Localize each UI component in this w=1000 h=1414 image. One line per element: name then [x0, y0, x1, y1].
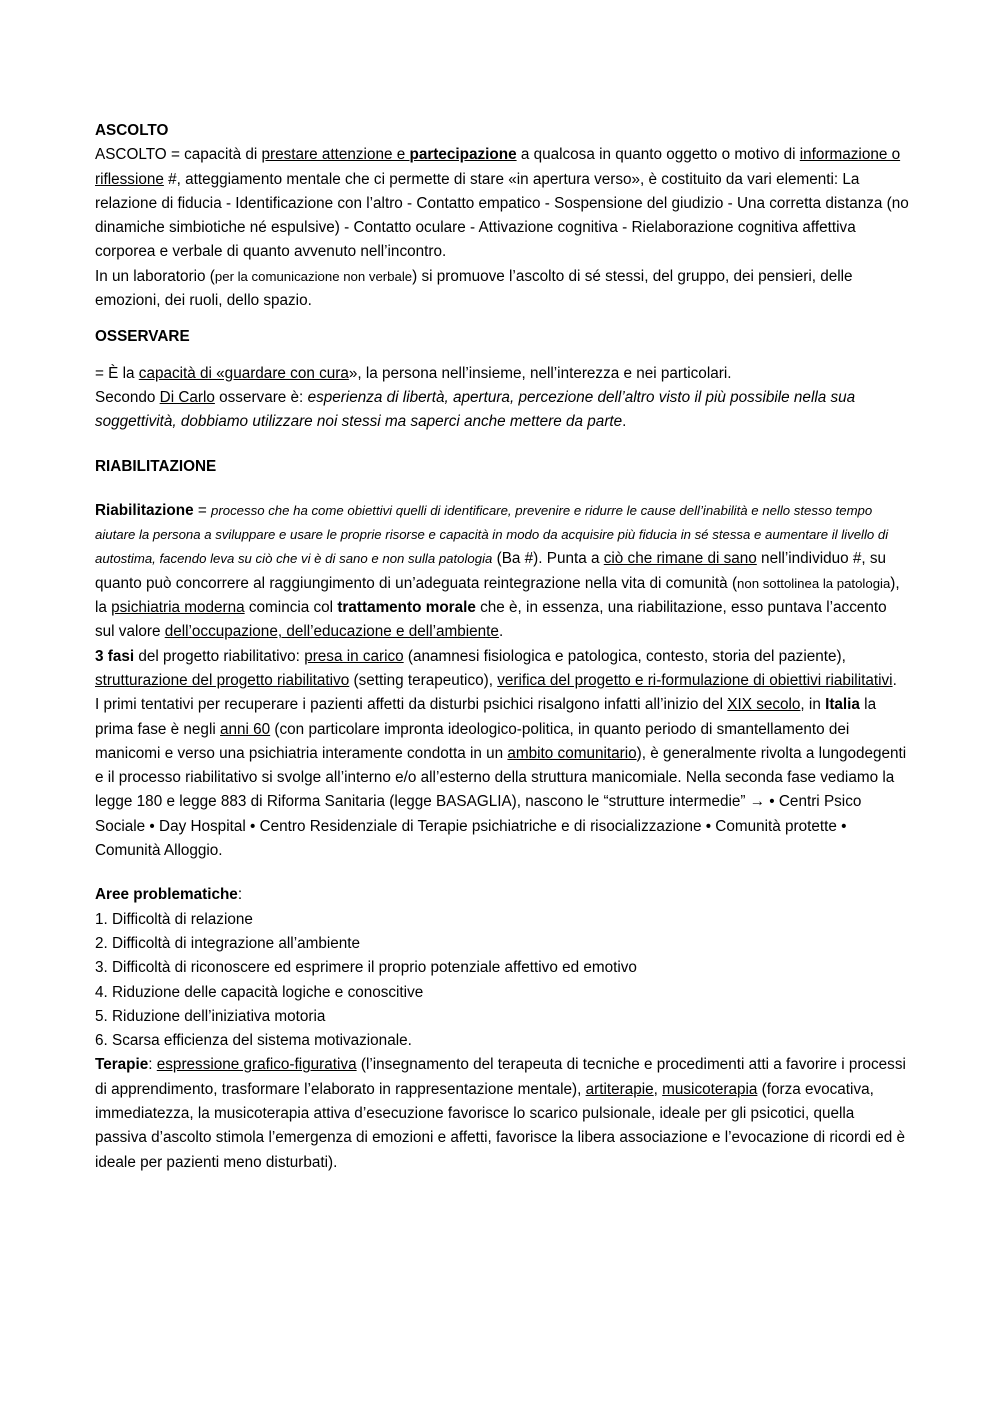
paragraph-osservare-definition: = È la capacità di «guardare con cura», la persona nell’insieme, nell’interezza e nei particolari. [95, 364, 732, 382]
paragraph-riabilitazione-definition: Riabilitazione = processo che ha come obiettivi quelli di identificare, prevenire e ridurre le cause dell’inabilità e nello stesso tempo aiutare la persona a sviluppare e usare le proprie risorse e capacità in modo da acquisire più fiducia in sé stessa e aumentare il livello di autostima, facendo leva su ciò che vi è di sano e non sulla patologia (Ba #). Punta a ciò che rimane di sano nell’individuo #, su quanto può concorrere al raggiungimento di un’adeguata reintegrazione nella vita di comunità (non sottolinea la patologia), la psichiatria moderna comincia col trattamento morale che è, in essenza, una riabilitazione, esso puntava l’accento sul valore dell’occupazione, dell’educazione e dell’ambiente. [95, 501, 900, 641]
list-item: 2. Difficoltà di integrazione all’ambiente [95, 934, 361, 952]
heading-aree-problematiche: Aree problematiche: [95, 886, 243, 904]
list-item: 3. Difficoltà di riconoscere ed esprimere il proprio potenziale affettivo ed emotivo [95, 959, 637, 977]
paragraph-osservare-dicarlo: Secondo Di Carlo osservare è: esperienza di libertà, apertura, percezione dell’altro visto il più possibile nella sua soggettività, dobbiamo utilizzare noi stessi ma saperci anche mettere da parte. [95, 388, 856, 431]
paragraph-ascolto-definition: ASCOLTO = capacità di prestare attenzione e partecipazione a qualcosa in quanto oggetto o motivo di informazione o riflessione #, atteggiamento mentale che ci permette di stare «in apertura verso», è costituito da vari elementi: La relazione di fiducia - Identificazione con l’altro - Contatto empatico - Sospensione del giudizio - Una corretta distanza (no dinamiche simbiotiche né espulsive) - Contatto oculare - Attivazione cognitiva - Rielaborazione cognitiva affettiva corporea e verbale di quanto avvenuto nell’incontro. [95, 146, 909, 261]
heading-riabilitazione: RIABILITAZIONE [95, 457, 217, 475]
document-page [95, 119, 910, 1175]
list-item: 6. Scarsa efficienza del sistema motivazionale. [95, 1032, 412, 1050]
list-item: 1. Difficoltà di relazione [95, 910, 253, 928]
list-item: 5. Riduzione dell’iniziativa motoria [95, 1007, 326, 1025]
paragraph-terapie: Terapie: espressione grafico-figurativa (l’insegnamento del terapeuta di tecniche e procedimenti atti a favorire i processi di apprendimento, trasformare l’elaborato in rappresentazione mentale), artiterapie, musicoterapia (forza evocativa, immediatezza, la musicoterapia attiva d’esecuzione favorisce lo scarico pulsionale, ideale per gli psicotici, quella passiva d’ascolto stimola l’emergenza di emozioni e affetti, favorisce la libera associazione e l’evocazione di ricordi ed è ideale per pazienti meno disturbati). [95, 1056, 906, 1171]
heading-ascolto: ASCOLTO [95, 122, 169, 139]
list-item: 4. Riduzione delle capacità logiche e conoscitive [95, 983, 424, 1001]
paragraph-riabilitazione-storia: I primi tentativi per recuperare i pazienti affetti da disturbi psichici risalgono infatti all’inizio del XIX secolo, in Italia la prima fase è negli anni 60 (con particolare impronta ideologico-politica, in quanto periodo di smantellamento dei manicomi e verso una psichiatria interamente condotta in un ambito comunitario), è generalmente rivolta a lungodegenti e il processo riabilitativo si svolge all’interno e/o all’esterno della struttura manicomiale. Nella seconda fase vediamo la legge 180 e legge 883 di Riforma Sanitaria (legge BASAGLIA), nascono le “strutture intermedie” → • Centri Psico Sociale • Day Hospital • Centro Residenziale di Terapie psichiatriche e di risocializzazione • Comunità protette • Comunità Alloggio. [95, 696, 907, 860]
paragraph-riabilitazione-fasi: 3 fasi del progetto riabilitativo: presa in carico (anamnesi fisiologica e patologica, contesto, storia del paziente), strutturazione del progetto riabilitativo (setting terapeutico), verifica del progetto e ri-formulazione di obiettivi riabilitativi. [95, 647, 897, 689]
arrow-right-icon: → [749, 793, 766, 811]
paragraph-ascolto-laboratorio: In un laboratorio (per la comunicazione non verbale) si promuove l’ascolto di sé stessi, del gruppo, dei pensieri, delle emozioni, dei ruoli, dello spazio. [95, 267, 853, 310]
heading-osservare: OSSERVARE [95, 328, 190, 346]
